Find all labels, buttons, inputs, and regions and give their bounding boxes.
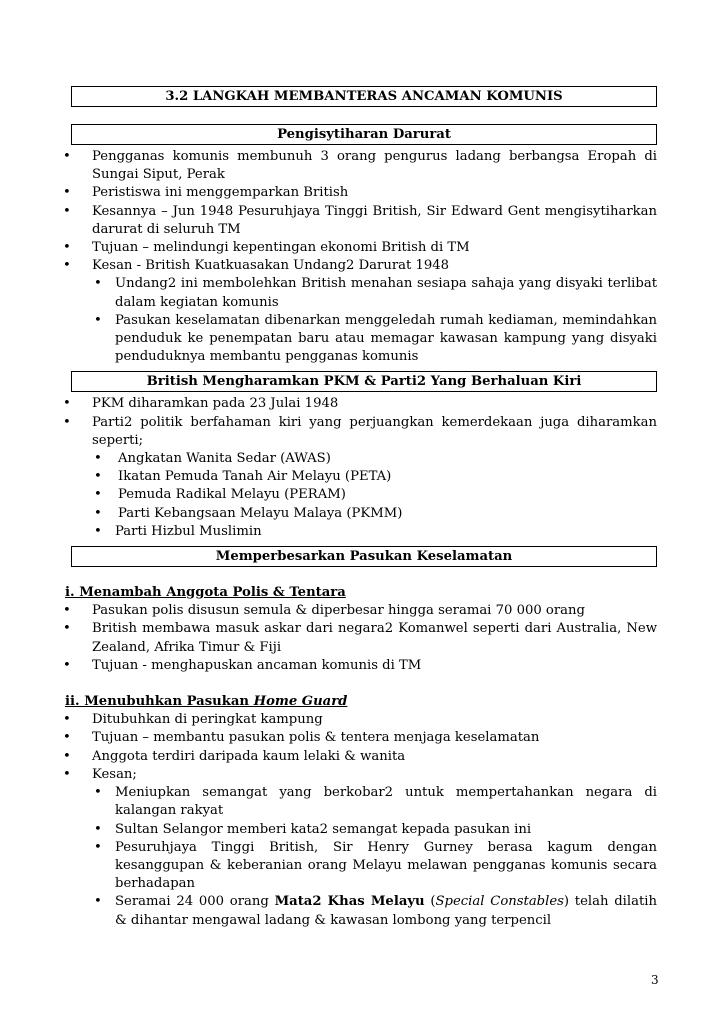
list-item: • Kesan - British Kuatkuasakan Undang2 Darurat 1948 bbox=[69, 257, 657, 275]
list-item: • Ditubuhkan di peringkat kampung bbox=[69, 711, 657, 729]
list-item: • Parti2 politik berfahaman kiri yang perjuangkan kemerdekaan juga diharamkan seperti; bbox=[69, 414, 657, 450]
sub-list-item: • Pesuruhjaya Tinggi British, Sir Henry Gurney berasa kagum dengan kesanggupan & keberanian orang Melayu melawan pengganas komunis secara berhadapan bbox=[71, 839, 657, 894]
main-title-box bbox=[71, 86, 657, 107]
list-item: • Peristiswa ini menggemparkan British bbox=[69, 184, 657, 202]
sub-list-item: • Sultan Selangor memberi kata2 semangat kepada pasukan ini bbox=[71, 821, 657, 839]
main-title: 3.2 LANGKAH MEMBANTERAS ANCAMAN KOMUNIS bbox=[165, 89, 563, 104]
party-item: • Parti Kebangsaan Melayu Malaya (PKMM) bbox=[71, 505, 657, 523]
section-heading-pkm: British Mengharamkan PKM & Parti2 Yang Berhaluan Kiri bbox=[71, 371, 657, 392]
list-item: • Pasukan polis disusun semula & diperbesar hingga seramai 70 000 orang bbox=[69, 602, 657, 620]
subsection-title-polis: i. Menambah Anggota Polis & Tentara bbox=[65, 585, 346, 601]
document-page bbox=[65, 86, 657, 930]
page-number: 3 bbox=[651, 973, 659, 987]
list-item: • Pengganas komunis membunuh 3 orang pengurus ladang berbangsa Eropah di Sungai Siput, Perak bbox=[69, 148, 657, 184]
list-item: • Kesannya – Jun 1948 Pesuruhjaya Tinggi British, Sir Edward Gent mengisytiharkan darurat di seluruh TM bbox=[69, 203, 657, 239]
sub-list-item: • Meniupkan semangat yang berkobar2 untuk mempertahankan negara di kalangan rakyat bbox=[71, 784, 657, 820]
list-item: • Anggota terdiri daripada kaum lelaki & wanita bbox=[69, 748, 657, 766]
list-item: • PKM diharamkan pada 23 Julai 1948 bbox=[69, 395, 657, 413]
list-item: • Kesan; bbox=[69, 766, 657, 784]
list-item: • Tujuan – melindungi kepentingan ekonomi British di TM bbox=[69, 239, 657, 257]
sub-list-item: • Undang2 ini membolehkan British menahan sesiapa sahaja yang disyaki terlibat dalam kegiatan komunis bbox=[71, 275, 657, 311]
sub-list-item: • Pasukan keselamatan dibenarkan menggeledah rumah kediaman, memindahkan penduduk ke penempatan baru atau memagar kawasan kampung yang disyaki penduduknya membantu pengganas komunis bbox=[71, 312, 657, 367]
party-item: • Parti Hizbul Muslimin bbox=[71, 523, 657, 541]
subsection-title-home-guard: ii. Menubuhkan Pasukan Home Guard bbox=[65, 694, 348, 710]
list-item: • Tujuan - menghapuskan ancaman komunis di TM bbox=[69, 657, 657, 675]
sub-list-item: • Seramai 24 000 orang Mata2 Khas Melayu (Special Constables) telah dilatih & dihantar mengawal ladang & kawasan lombong yang terpencil bbox=[71, 893, 657, 929]
list-item: • Tujuan – membantu pasukan polis & tentera menjaga keselamatan bbox=[69, 729, 657, 747]
party-item: • Angkatan Wanita Sedar (AWAS) bbox=[71, 450, 657, 468]
party-item: • Ikatan Pemuda Tanah Air Melayu (PETA) bbox=[71, 468, 657, 486]
list-item: • British membawa masuk askar dari negara2 Komanwel seperti dari Australia, New Zealand, Afrika Timur & Fiji bbox=[69, 620, 657, 656]
section-heading-pasukan: Memperbesarkan Pasukan Keselamatan bbox=[71, 546, 657, 567]
section-heading-darurat: Pengisytiharan Darurat bbox=[71, 124, 657, 145]
party-item: • Pemuda Radikal Melayu (PERAM) bbox=[71, 486, 657, 504]
